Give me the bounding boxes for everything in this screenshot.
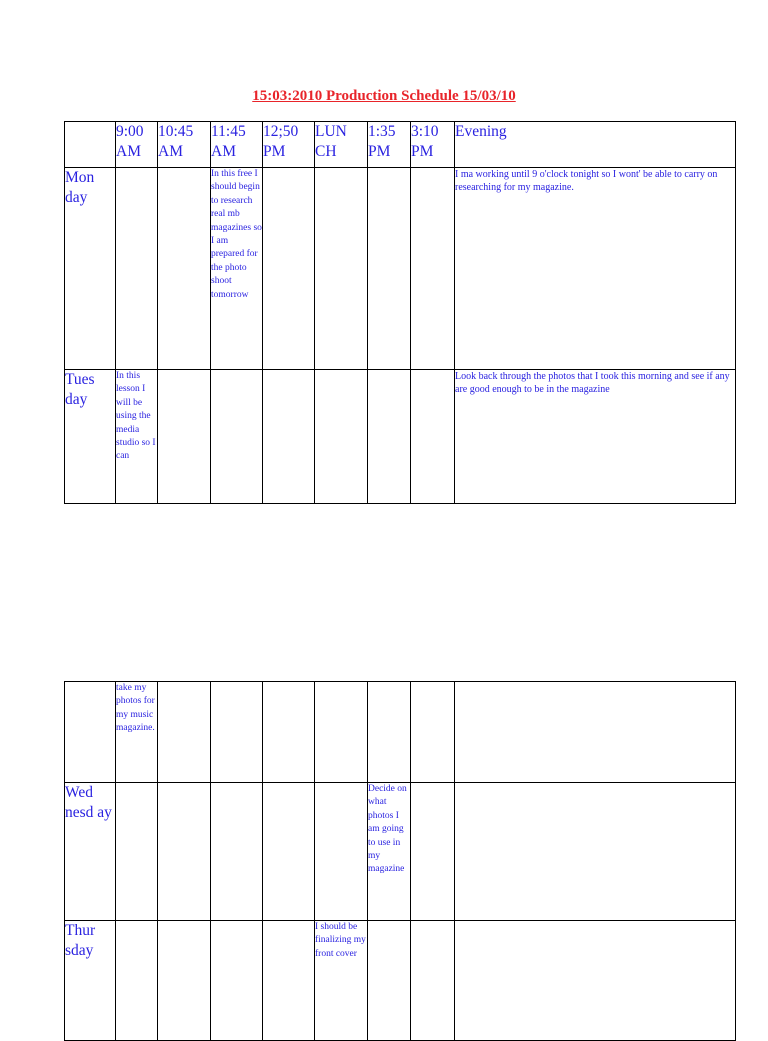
header-1145: 11:45 AM [211, 122, 263, 168]
day-label-wednesday: Wed nesd ay [65, 783, 116, 921]
cell-empty [211, 783, 263, 921]
table-row-monday [65, 168, 736, 370]
cell-empty [315, 682, 368, 783]
table-row-tuesday-continued [65, 682, 736, 783]
cell-empty [315, 168, 368, 370]
cell-empty [158, 168, 211, 370]
cell-empty [263, 783, 315, 921]
cell-empty [263, 682, 315, 783]
table-row-thursday [65, 921, 736, 1041]
cell-empty [411, 921, 455, 1041]
cell-empty [368, 370, 411, 504]
cell-empty [158, 682, 211, 783]
cell-empty [116, 783, 158, 921]
cell-monday-evening: I ma working until 9 o'clock tonight so I wont' be able to carry on researching for my magazine. [455, 168, 736, 370]
cell-tuesday-evening: Look back through the photos that I took this morning and see if any are good enough to be in the magazine [455, 370, 736, 504]
cell-tuesday-900-continued: take my photos for my music magazine. [116, 682, 158, 783]
cell-empty [368, 921, 411, 1041]
header-row [65, 122, 736, 168]
day-label-monday: Mon day [65, 168, 116, 370]
cell-monday-1145: In this free I should begin to research real mb magazines so I am prepared for the photo shoot tomorrow [211, 168, 263, 370]
cell-empty [455, 783, 736, 921]
header-135: 1:35 PM [368, 122, 411, 168]
cell-empty [411, 682, 455, 783]
page-title: 15:03:2010 Production Schedule 15/03/10 [252, 88, 516, 104]
cell-empty [263, 168, 315, 370]
header-lunch: LUN CH [315, 122, 368, 168]
cell-empty [315, 370, 368, 504]
cell-empty [211, 921, 263, 1041]
cell-empty [411, 783, 455, 921]
header-blank-cell [65, 122, 116, 168]
cell-empty [315, 783, 368, 921]
schedule-table-bottom [64, 681, 736, 1041]
cell-empty [65, 682, 116, 783]
schedule-table-top [64, 121, 736, 504]
cell-empty [411, 370, 455, 504]
cell-empty [158, 370, 211, 504]
header-evening: Evening [455, 122, 736, 168]
cell-empty [116, 921, 158, 1041]
header-1250: 12;50 PM [263, 122, 315, 168]
cell-empty [263, 921, 315, 1041]
cell-empty [116, 168, 158, 370]
cell-empty [455, 682, 736, 783]
cell-wednesday-135: Decide on what photos I am going to use in my magazine [368, 783, 411, 921]
cell-empty [455, 921, 736, 1041]
cell-empty [411, 168, 455, 370]
cell-empty [158, 921, 211, 1041]
header-310: 3:10 PM [411, 122, 455, 168]
cell-empty [263, 370, 315, 504]
table-row-wednesday [65, 783, 736, 921]
day-label-tuesday: Tues day [65, 370, 116, 504]
day-label-thursday: Thur sday [65, 921, 116, 1041]
cell-empty [211, 682, 263, 783]
cell-empty [368, 682, 411, 783]
cell-thursday-lunch: I should be finalizing my front cover [315, 921, 368, 1041]
cell-tuesday-900: In this lesson I will be using the media studio so I can [116, 370, 158, 504]
cell-empty [211, 370, 263, 504]
cell-empty [368, 168, 411, 370]
header-1045: 10:45 AM [158, 122, 211, 168]
cell-empty [158, 783, 211, 921]
header-900: 9:00 AM [116, 122, 158, 168]
table-row-tuesday [65, 370, 736, 504]
